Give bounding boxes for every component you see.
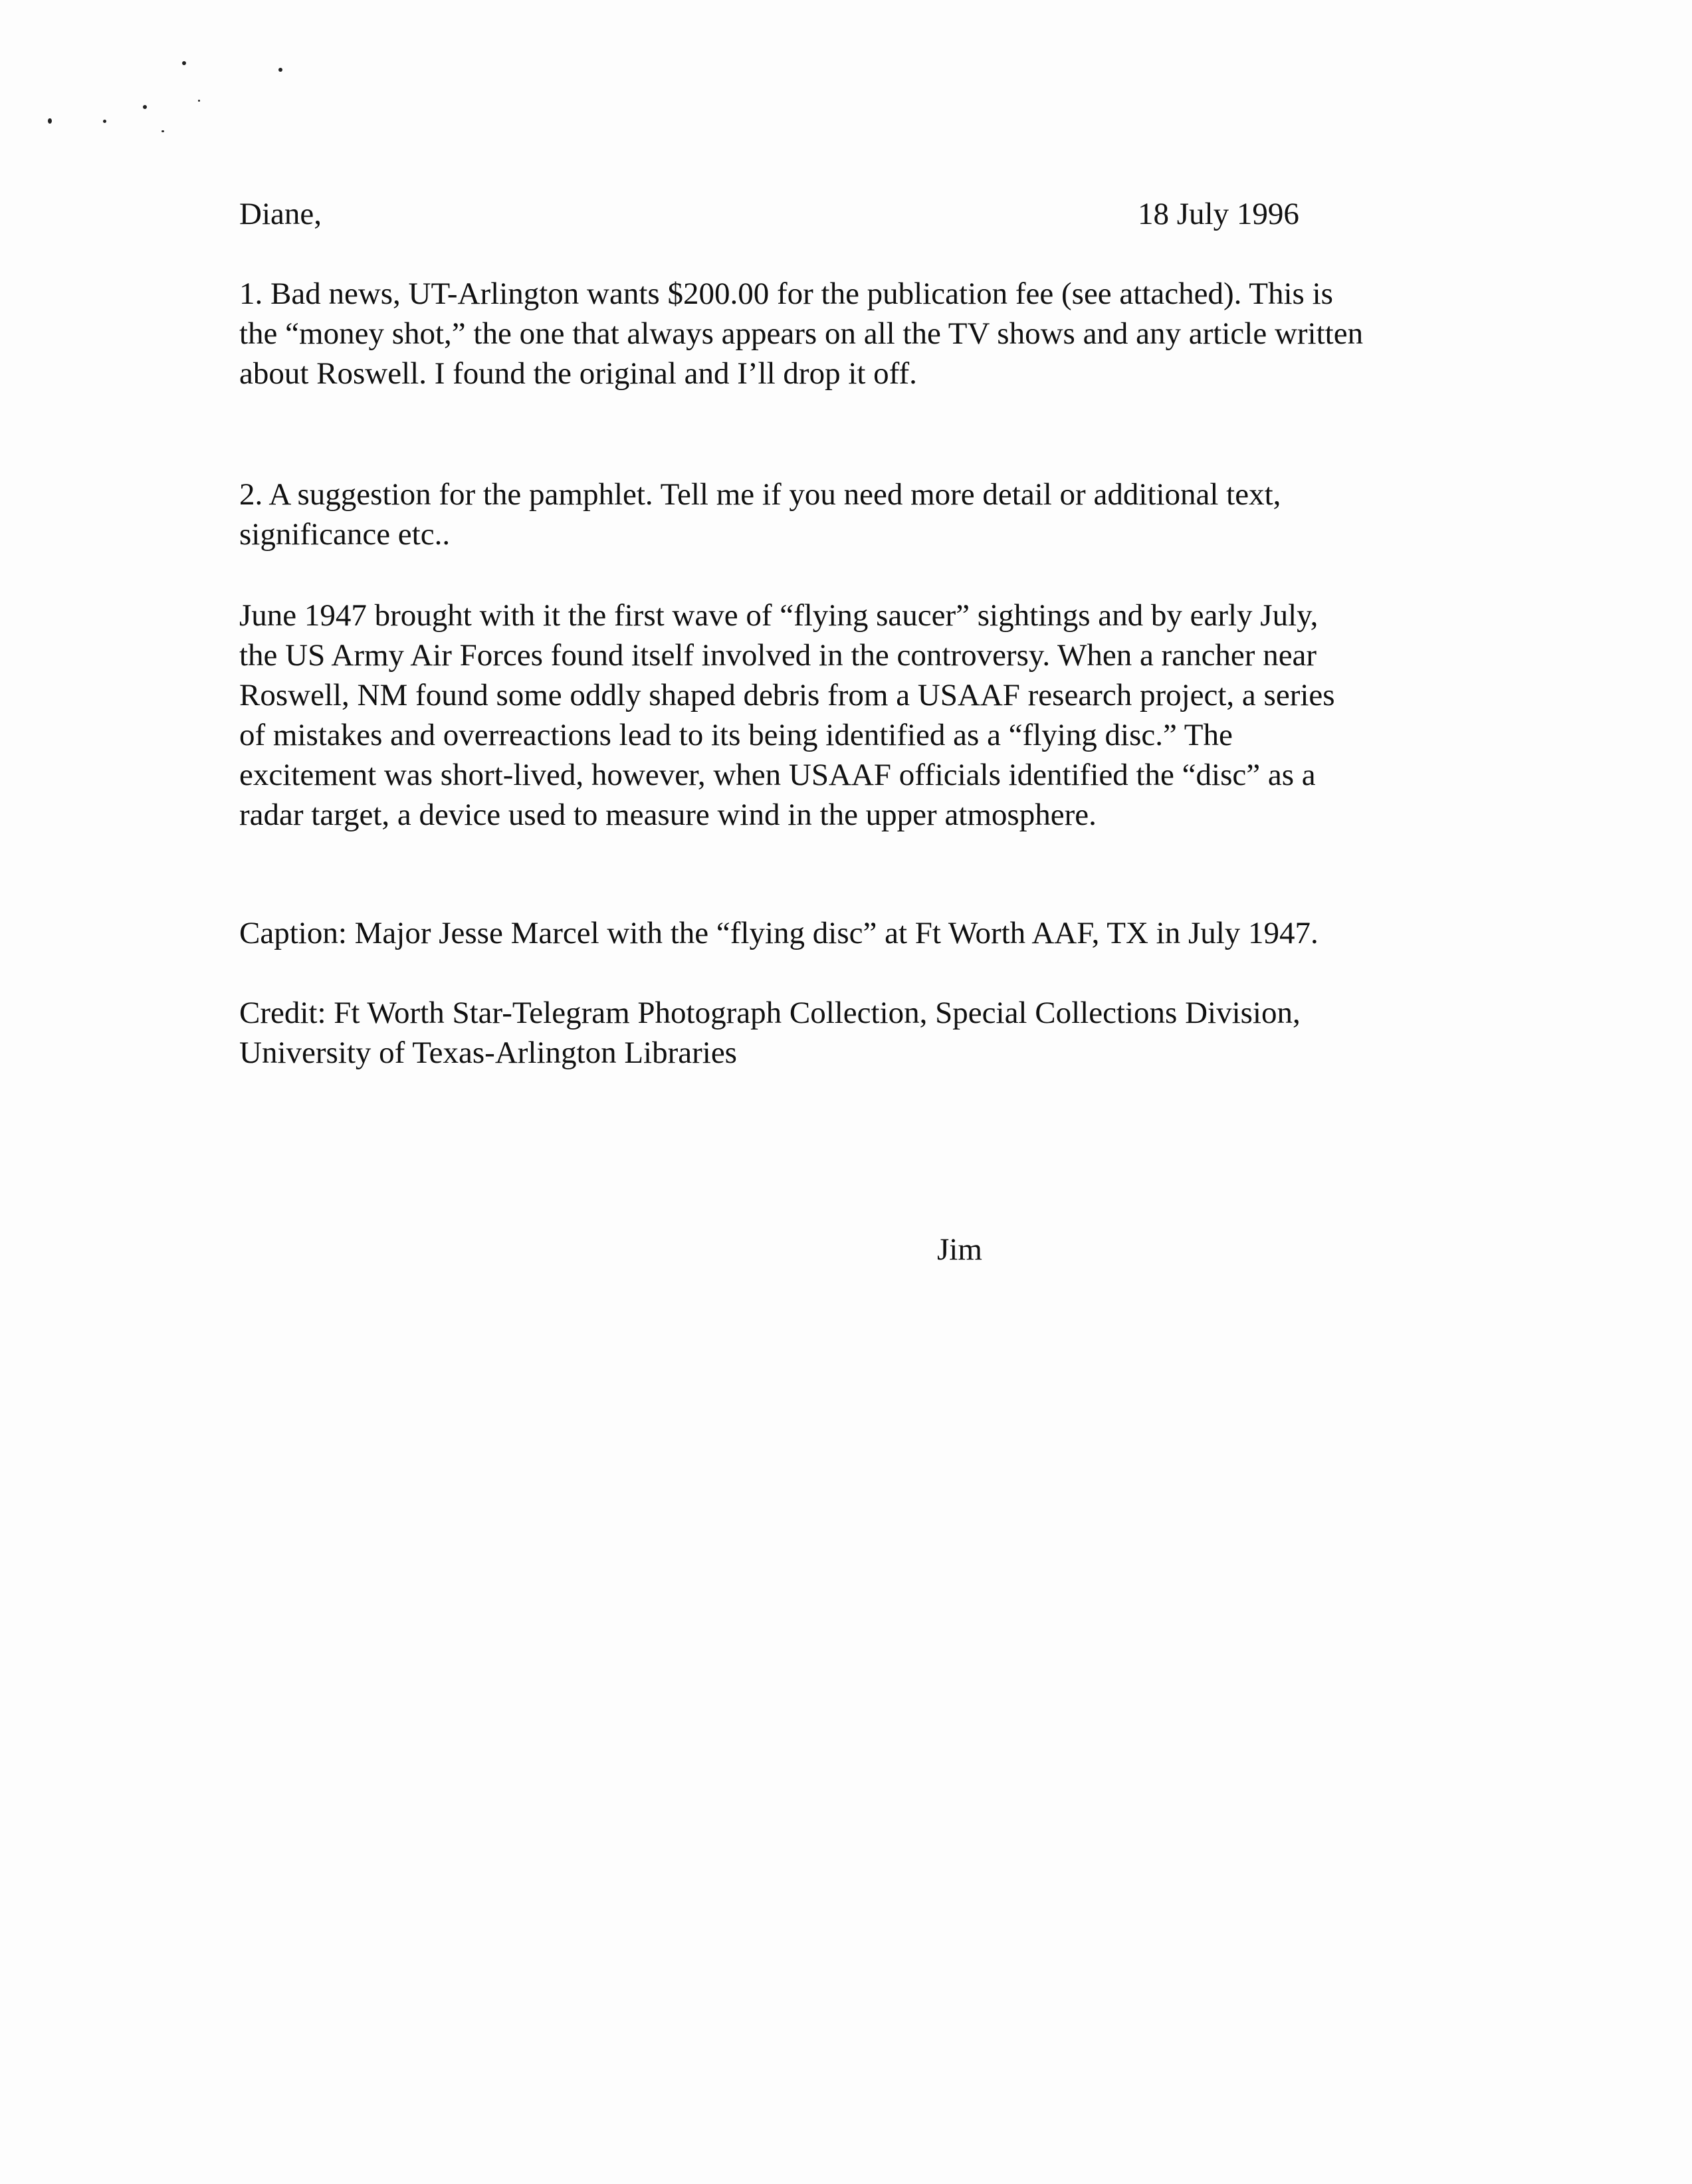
scan-speck (161, 130, 164, 132)
scan-speck (48, 118, 52, 124)
pamphlet-text-paragraph (239, 596, 1449, 835)
paragraph-line: excitement was short-lived, however, when USAAF officials identified the “disc” as a (239, 758, 1316, 792)
scan-speck (278, 68, 282, 72)
item-2-paragraph (239, 475, 1449, 554)
paragraph-line: Credit: Ft Worth Star-Telegram Photograph Collection, Special Collections Division, (239, 996, 1301, 1030)
credit-paragraph (239, 993, 1449, 1073)
paragraph-line: University of Texas-Arlington Libraries (239, 1036, 737, 1070)
signature: Jim (937, 1232, 982, 1267)
paragraph-line: significance etc.. (239, 517, 451, 552)
paragraph-line: about Roswell. I found the original and I’ll drop it off. (239, 356, 917, 391)
scan-speck (198, 100, 200, 102)
caption-paragraph (239, 913, 1449, 953)
letter-date: 18 July 1996 (1138, 197, 1299, 231)
paragraph-line: 2. A suggestion for the pamphlet. Tell me if you need more detail or additional text, (239, 477, 1281, 512)
item-1-paragraph (239, 274, 1449, 393)
paragraph-line: Caption: Major Jesse Marcel with the “flying disc” at Ft Worth AAF, TX in July 1947. (239, 916, 1319, 950)
scan-speck (143, 105, 147, 109)
paragraph-line: June 1947 brought with it the first wave of “flying saucer” sightings and by early July, (239, 598, 1319, 633)
paragraph-line: Roswell, NM found some oddly shaped debris from a USAAF research project, a series (239, 678, 1335, 712)
salutation: Diane, (239, 197, 322, 231)
paragraph-line: radar target, a device used to measure wind in the upper atmosphere. (239, 798, 1097, 832)
scan-speck (103, 120, 106, 123)
paragraph-line: 1. Bad news, UT-Arlington wants $200.00 for the publication fee (see attached). This is (239, 276, 1333, 311)
paragraph-line: of mistakes and overreactions lead to its being identified as a “flying disc.” The (239, 718, 1233, 752)
paragraph-line: the “money shot,” the one that always appears on all the TV shows and any article written (239, 316, 1364, 351)
scan-speck (182, 61, 186, 65)
paragraph-line: the US Army Air Forces found itself involved in the controversy. When a rancher near (239, 638, 1317, 673)
